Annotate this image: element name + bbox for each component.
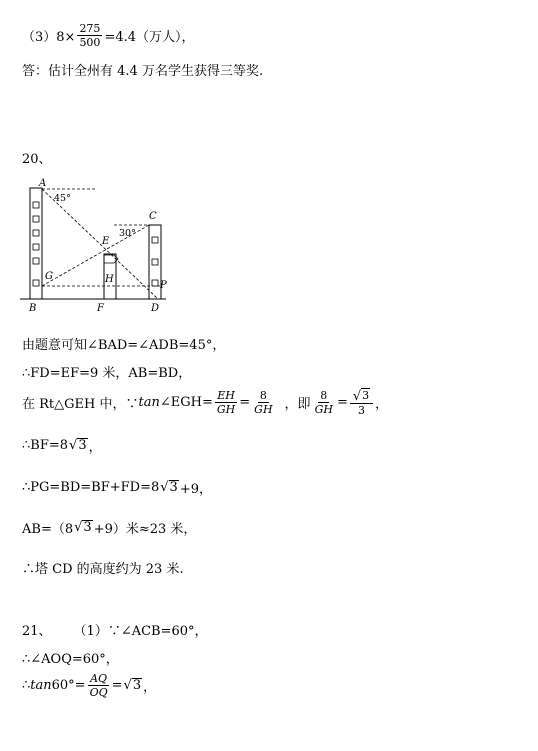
fraction-denominator: GH: [216, 403, 236, 416]
tan-pre: 在 Rt△GEH 中，∵: [22, 397, 139, 412]
tan-mid: ，即: [284, 397, 311, 412]
reasoning-text: 由题意可知∠BAD=∠ADB=45°，: [22, 338, 226, 353]
bf-end: ，: [88, 440, 102, 455]
label-b: B: [29, 303, 37, 314]
question-number: 21、: [22, 624, 52, 639]
fraction-aq-oq: [88, 672, 110, 699]
tan60-deg: 60°=: [51, 678, 86, 693]
question-20-number: [22, 148, 52, 167]
radicand: 3: [169, 480, 178, 495]
label-g: G: [45, 271, 53, 282]
label-d: D: [151, 303, 160, 314]
fraction-8-gh: [252, 389, 274, 416]
fraction-numerator: [350, 388, 373, 404]
tan-angle: ∠EGH=: [159, 395, 213, 410]
pg-line: [22, 478, 212, 497]
radicand: 3: [78, 438, 87, 453]
conclusion-line: [22, 558, 184, 577]
label-f: F: [97, 303, 104, 314]
conclusion-text: ∴塔 CD 的高度约为 23 米.: [22, 562, 184, 577]
tan60-end: ，: [143, 680, 157, 695]
label-a: A: [39, 178, 47, 189]
aoq-line: [22, 648, 119, 667]
bf-line: [22, 436, 102, 455]
fraction-denominator: GH: [314, 403, 333, 416]
fraction-numerator: AQ: [90, 672, 108, 685]
label-e: E: [102, 236, 110, 247]
sqrt: √ 3: [352, 389, 370, 404]
fraction-root3-3: [350, 388, 373, 417]
fraction-denominator: 3: [358, 404, 365, 417]
fraction-8-gh-2: [313, 389, 335, 416]
ab-line: [22, 518, 196, 537]
fraction-denominator: 500: [79, 36, 101, 49]
calc-suffix: =4.4（万人），: [104, 30, 195, 45]
building-ab-windows: [33, 202, 39, 286]
question-text: （1）∵∠ACB=60°，: [73, 624, 208, 639]
label-c: C: [149, 211, 157, 222]
angle-45: 45°: [54, 193, 71, 204]
sqrt: √ 3: [160, 480, 178, 495]
reasoning-line-1: [22, 334, 225, 353]
calc-prefix: （3）8×: [22, 30, 76, 45]
answer-text: 答：估计全州有 4.4 万名学生获得三等奖.: [22, 64, 264, 79]
tan60-line: [22, 672, 156, 699]
fraction-eh-gh: [215, 389, 237, 416]
fraction-numerator: 8: [259, 389, 267, 402]
bf-pre: ∴BF=8: [22, 438, 69, 453]
calc-line-3: [22, 22, 195, 49]
label-p: P: [160, 280, 167, 291]
radicand: 3: [362, 389, 370, 402]
question-21-line: [22, 620, 208, 639]
ab-end: +9）米≈23 米，: [93, 522, 197, 537]
fraction-numerator: 275: [79, 22, 101, 35]
aoq-text: ∴∠AOQ=60°，: [22, 652, 119, 667]
tan60-pre: ∴: [22, 678, 31, 693]
geometry-figure: [18, 176, 168, 316]
reasoning-line-2: [22, 362, 191, 381]
equals-sign: =: [111, 678, 123, 693]
tower-cd-windows: [152, 237, 158, 286]
radicand: 3: [132, 678, 142, 693]
equals-sign: =: [336, 395, 348, 410]
building-ab: [30, 188, 42, 299]
tan-equation-line: [22, 388, 388, 417]
sqrt: √ 3: [74, 520, 92, 535]
tan-word: tan: [138, 395, 160, 410]
fraction-numerator: 8: [320, 389, 328, 402]
equals-sign: =: [239, 395, 251, 410]
tan-word: tan: [30, 678, 52, 693]
fraction-numerator: EH: [217, 389, 235, 402]
fraction-denominator: OQ: [89, 686, 108, 699]
tan-end: ，: [375, 397, 389, 412]
reasoning-text: ∴FD=EF=9 米，AB=BD，: [22, 366, 192, 381]
question-number: 20、: [22, 152, 52, 167]
fraction-denominator: GH: [254, 403, 273, 416]
angle-30: 30°: [119, 228, 136, 239]
fraction: [77, 22, 102, 49]
radicand: 3: [83, 520, 92, 535]
sqrt: √ 3: [69, 438, 87, 453]
pg-end: +9，: [179, 482, 212, 497]
sqrt: √ 3: [123, 678, 142, 693]
label-h: H: [105, 274, 114, 285]
ab-pre: AB=（8: [22, 522, 74, 537]
answer-line: [22, 60, 263, 79]
pg-pre: ∴PG=BD=BF+FD=8: [22, 480, 160, 495]
